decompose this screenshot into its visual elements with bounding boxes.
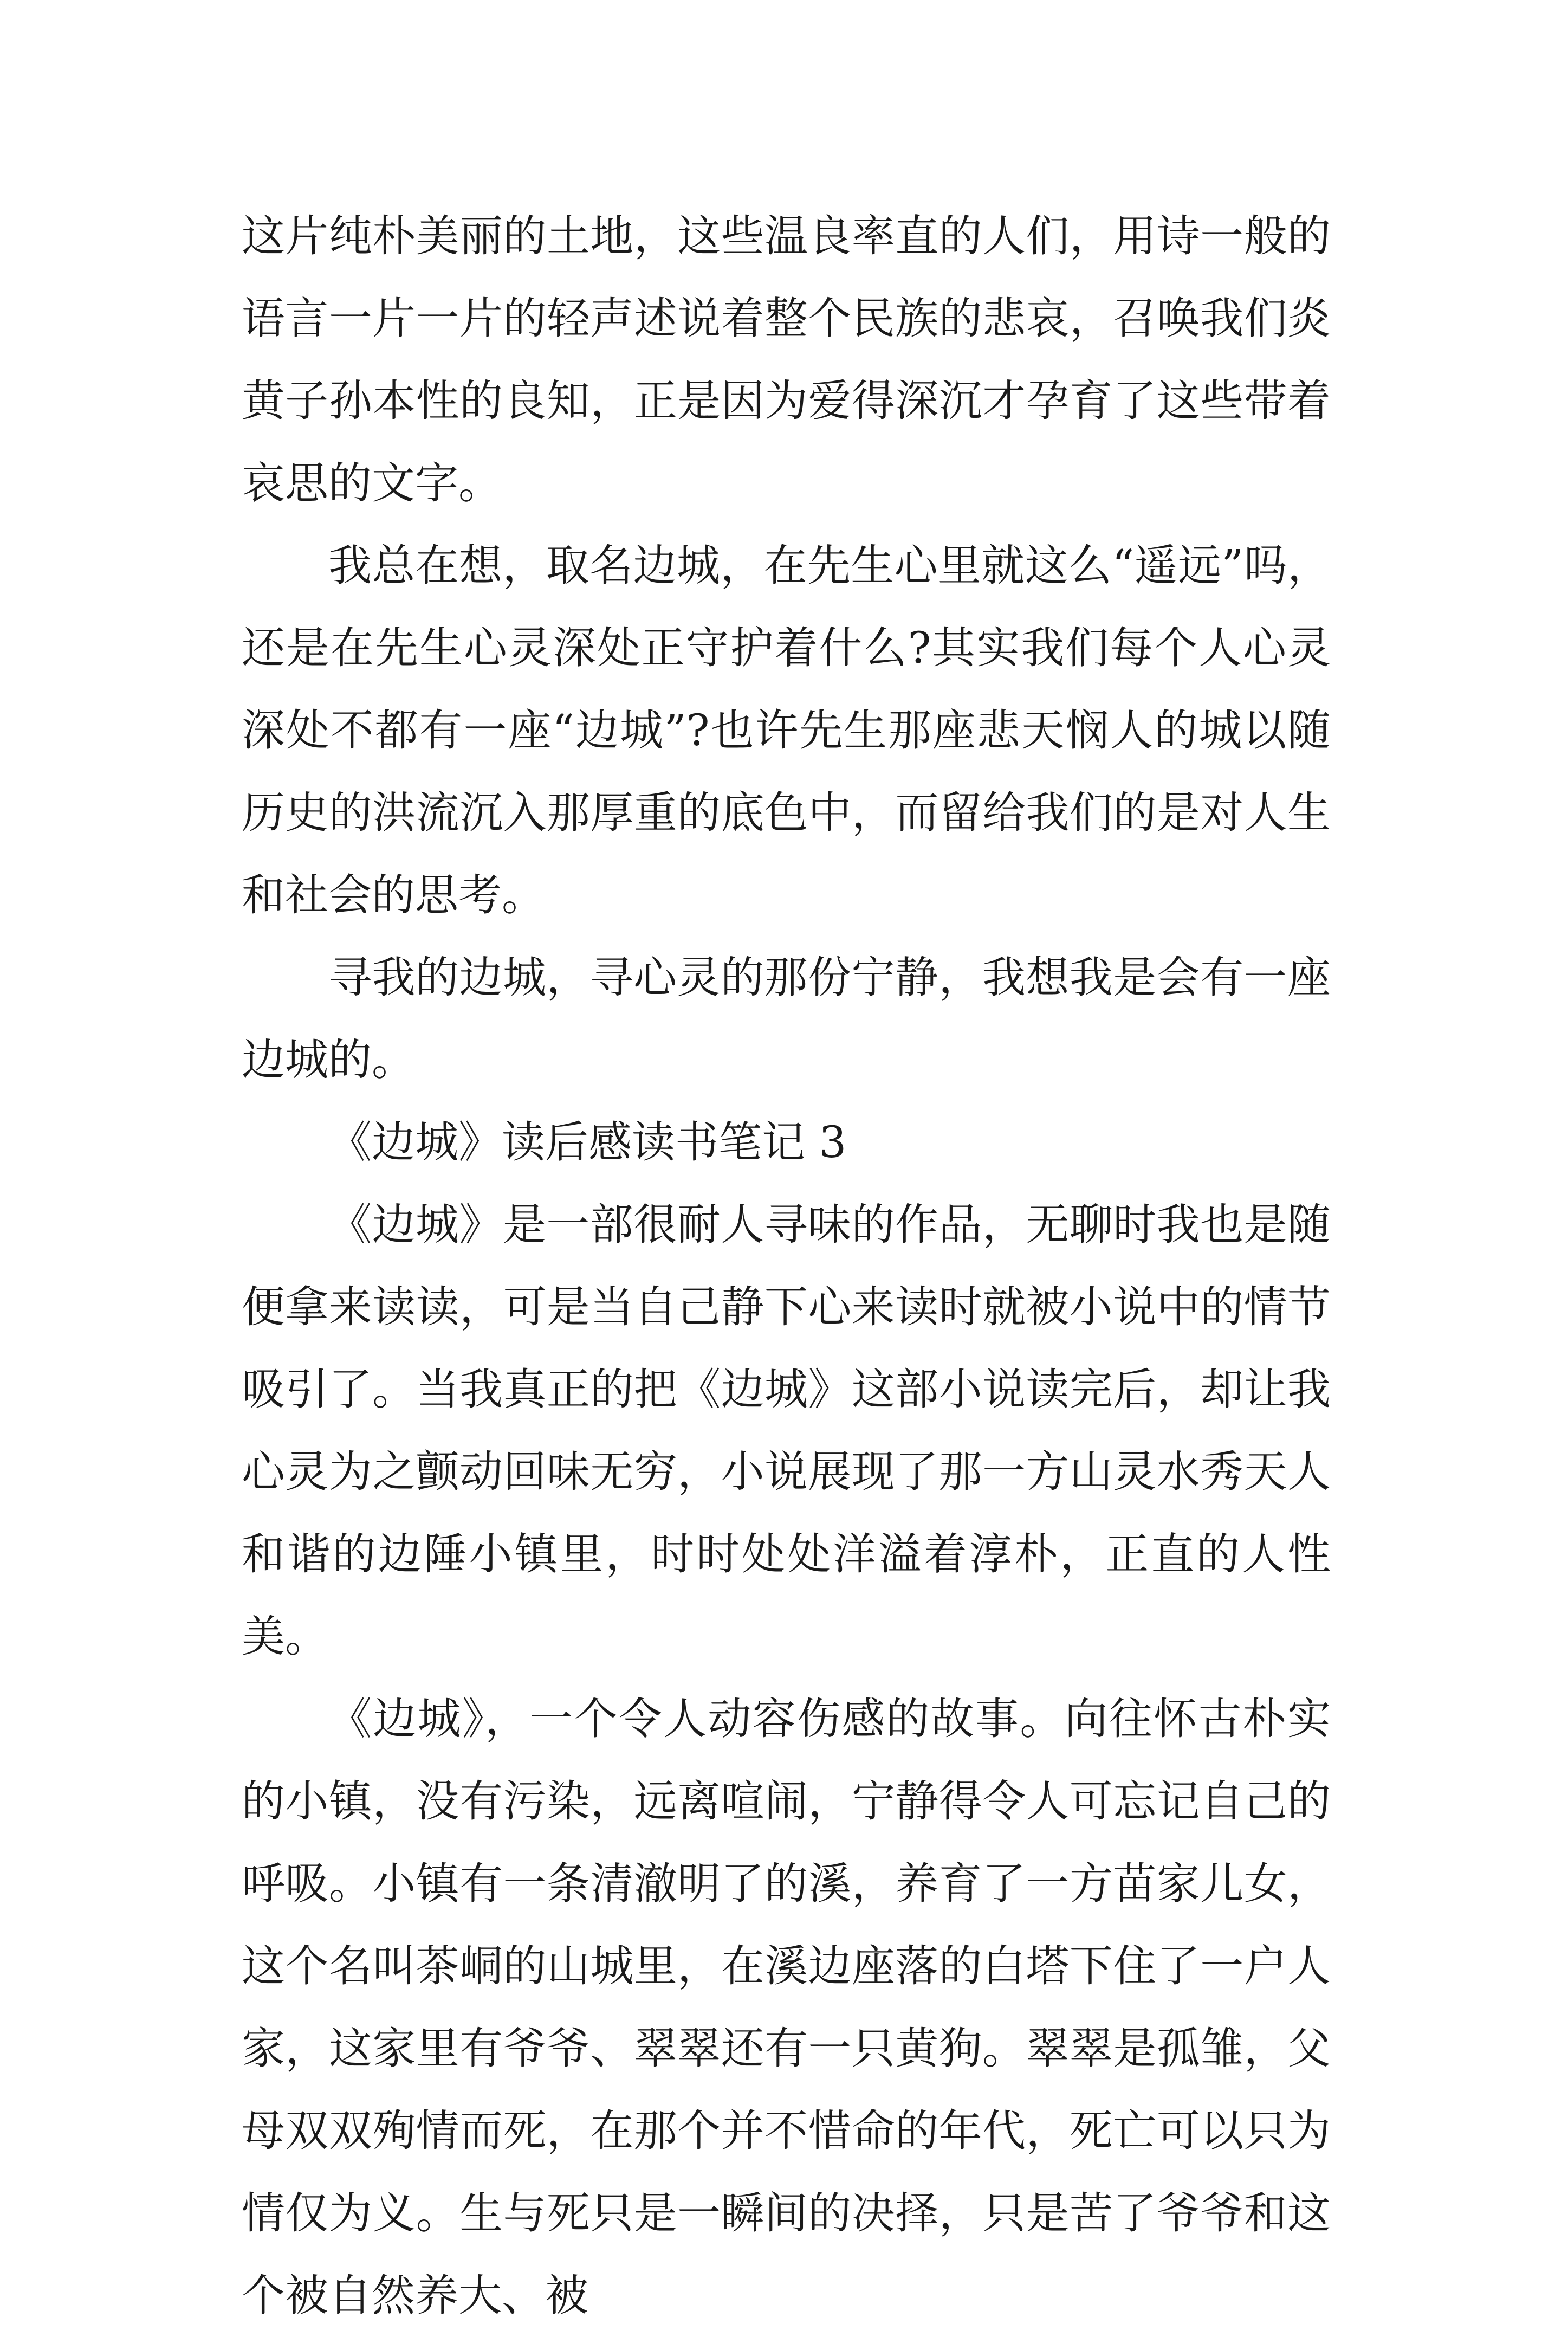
paragraph: 《边城》是一部很耐人寻味的作品，无聊时我也是随便拿来读读，可是当自己静下心来读时就被小说中的情节吸引了。当我真正的把《边城》这部小说读完后，却让我心灵为之颤动回味无穷，小说展现了那一方山灵水秀天人和谐的边陲小镇里，时时处处洋溢着淳朴，正直的人性美。 (242, 1199, 1331, 1662)
paragraph: 寻我的边城，寻心灵的那份宁静，我想我是会有一座边城的。 (242, 952, 1331, 1085)
paragraph-continued: 这片纯朴美丽的土地，这些温良率直的人们，用诗一般的语言一片一片的轻声述说着整个民族的悲哀，召唤我们炎黄子孙本性的良知，正是因为爱得深沉才孕育了这些带着哀思的文字。 (242, 211, 1331, 508)
paragraph: 我总在想，取名边城，在先生心里就这么“遥远”吗，还是在先生心灵深处正守护着什么?其实我们每个人心灵深处不都有一座“边城”?也许先生那座悲天悯人的城以随历史的洪流沉入那厚重的底色中，而留给我们的是对人生和社会的思考。 (242, 540, 1331, 920)
document-body (242, 195, 1331, 2337)
section-heading: 《边城》读后感读书笔记 3 (328, 1117, 847, 1167)
paragraph: 《边城》，一个令人动容伤感的故事。向往怀古朴实的小镇，没有污染，远离喧闹，宁静得令人可忘记自己的呼吸。小镇有一条清澈明了的溪，养育了一方苗家儿女，这个名叫茶峒的山城里，在溪边座落的白塔下住了一户人家，这家里有爷爷、翠翠还有一只黄狗。翠翠是孤雏，父母双双殉情而死，在那个并不惜命的年代，死亡可以只为情仅为义。生与死只是一瞬间的决择，只是苦了爷爷和这个被自然养大、被 (242, 1694, 1331, 2321)
